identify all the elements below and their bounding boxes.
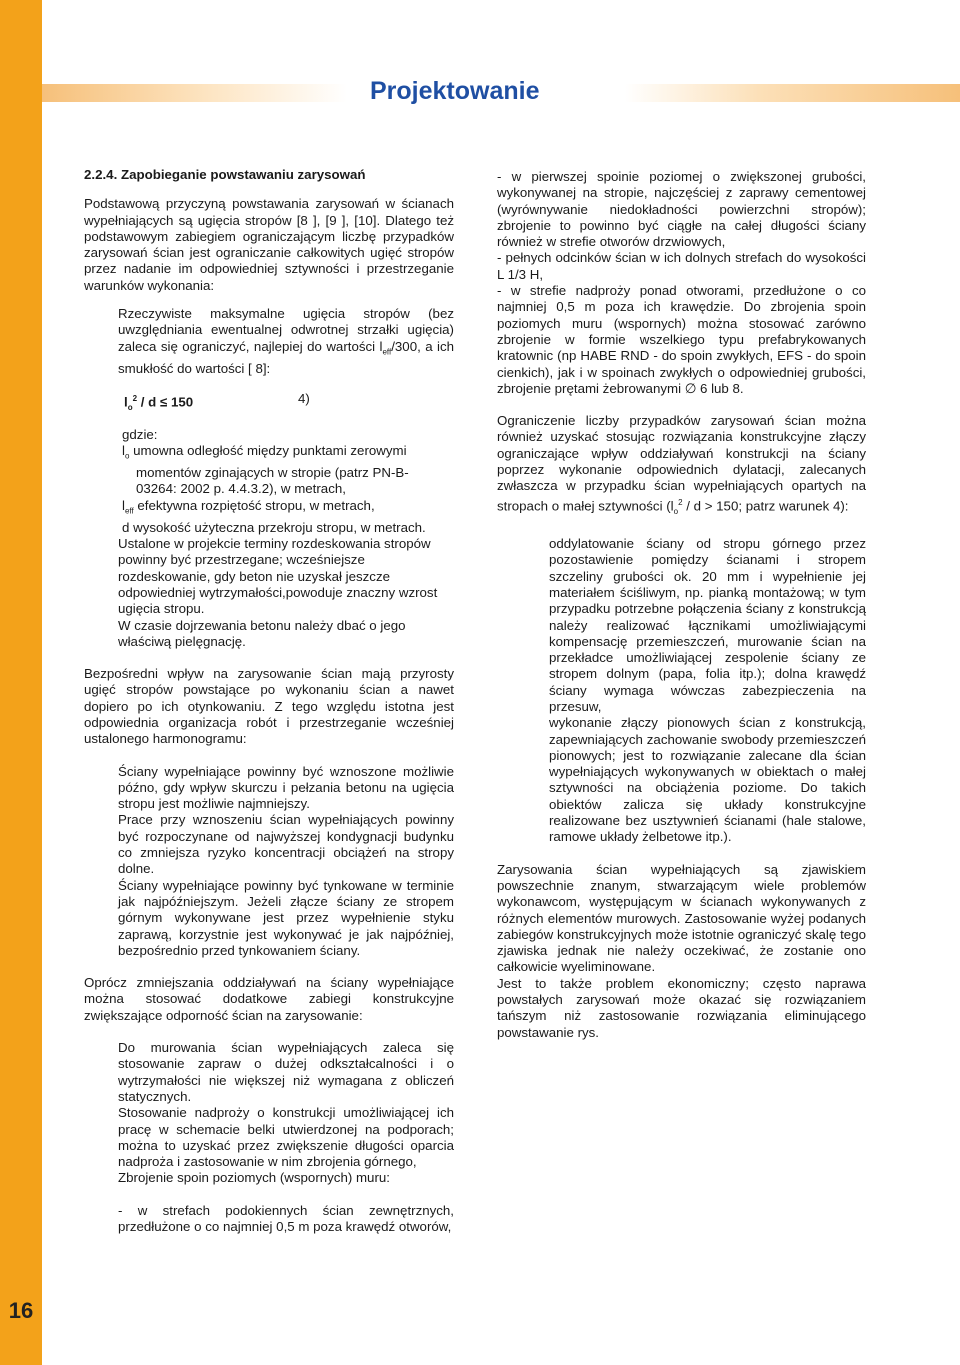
- page-number: 16: [8, 1298, 34, 1323]
- paragraph: Bezpośredni wpływ na zarysowanie ścian mają przyrosty ugięć stropów powstające po wykonaniu ścian a nawet dopiero po ich otynkowaniu. Z tego względu istotna jest odpowiednia organizacja robót i przestrzeganie wcześniej ustalonego harmonogramu:: [84, 666, 454, 747]
- definition: momentów zginających w stropie (patrz PN-B-: [136, 465, 409, 481]
- paragraph: Ograniczenie liczby przypadków zarysowań ścian można również uzyskać stosując rozwiązania konstrukcyjne złączy ograniczające wpływ oddziaływań konstrukcji na ściany poprzez wykonanie odpowiednich dylatacji, zalecanych zwłaszcza w przypadku ścian wypełniających opartych na stropach o małej sztywności ($l_o^2 / d > 150$; patrz warunek 4):: [497, 413, 866, 516]
- paragraph: Prace przy wznoszeniu ścian wypełniających powinny być rozpoczynane od najwyższej kondygnacji budynku co zmniejsza ryzyko koncentracji obciążeń na stropy dolne.: [118, 812, 454, 877]
- page-title: Projektowanie: [370, 77, 540, 105]
- paragraph: Rzeczywiste maksymalne ugięcia stropów (bez uwzględniania ewentualnej odwrotnej strzałki ugięcia) zaleca się ograniczyć, najlepiej do wartości $l_{eff}/300$, a ich smukłość do wartości [ 8]:: [118, 306, 455, 376]
- header-gradient-right: [625, 84, 960, 102]
- paragraph: Do murowania ścian wypełniających zaleca się stosowanie zapraw o dużej odkształcalności i o wytrzymałości nie większej niż wymagana z obliczeń statycznych.: [118, 1040, 454, 1104]
- header-gradient-left: [42, 84, 347, 102]
- paragraph: oddylatowanie ściany od stropu górnego przez pozostawienie pomiędzy ścianami i stropem szczeliny grubości ok. 20 mm i wypełnienie jej materiałem ściśliwym, np. pianką montażową; w tym przypadku potrzebne połączenia ściany z konstrukcją należy realizować łącznikami umożliwiającymi kompensację przemieszczeń, murowanie ścian na przekładce umożliwiającej zespolenie ściany ze stropem dolnym (papa, folia itp.); dolna krawędź ściany wymaga wówczas zabezpieczenia na przesuw,: [549, 536, 866, 714]
- left-column: [84, 167, 454, 1235]
- paragraph: Ustalone w projekcie terminy rozdeskowania stropów powinny być przestrzegane; wcześniejsze rozdeskowanie, gdy beton nie uzyskał jeszcze odpowiedniej wytrzymałości,powoduje znaczny wzrost ugięcia stropu.: [118, 536, 438, 617]
- definition: $l_o$ umowna odległość między punktami zerowymi: [122, 443, 407, 461]
- paragraph: - pełnych odcinków ścian w ich dolnych strefach do wysokości L 1/3 H,: [497, 250, 866, 282]
- paragraph: W czasie dojrzewania betonu należy dbać o jego właściwą pielęgnację.: [118, 617, 406, 649]
- paragraph: - w pierwszej spoinie poziomej o zwiększonej grubości, wykonywanej na stropie, najczęściej z zaprawy cementowej (wyrównywanie niedokładności powierzchni stropów); zbrojenie to powinno być ciągłe na całej długości ściany również w strefie otworów drzwiowych,: [497, 169, 866, 250]
- side-accent-bar: [0, 0, 42, 1365]
- paragraph: - w strefach podokiennych ścian zewnętrznych, przedłużone o co najmniej 0,5 m poza krawędź otworów,: [118, 1202, 454, 1234]
- paragraph: Zarysowania ścian wypełniających są zjawiskiem powszechnie znanym, stwarzającym wiele problemów wykonawcom, występującym w ścianach wykonywanych z różnych elementów murowych. Zastosowanie wyżej podanych zabiegów konstrukcyjnych może istotnie ograniczyć skalę tego zjawiska jednak nie należy oczekiwać, że zostanie ono całkowicie wyeliminowane.: [497, 861, 866, 975]
- definition: 03264: 2002 p. 4.4.3.2), w metrach,: [136, 481, 346, 497]
- paragraph: Ściany wypełniające powinny być wznoszone możliwie późno, gdy wpływ skurczu i pełzania betonu na ugięcia stropu jest możliwie najmniejszy.: [118, 763, 454, 812]
- definitions-label: gdzie:: [122, 426, 158, 442]
- paragraph: Zbrojenie spoin poziomych (wspornych) muru:: [118, 1170, 390, 1186]
- paragraph: Podstawową przyczyną powstawania zarysowań w ścianach wypełniających są ugięcia stropów [8 ], [9 ], [10]. Dlatego też podstawowym zabiegiem ograniczającym liczbę przypadków zarysowań ścian jest ograniczanie całkowitych ugięć stropów przez nadanie im odpowiedniej sztywności i przestrzeganie warunków wykonania:: [84, 196, 454, 293]
- formula-number: 4): [298, 390, 310, 406]
- right-column: [497, 169, 866, 1041]
- section-heading: 2.2.4. Zapobieganie powstawaniu zarysowań: [84, 167, 366, 182]
- paragraph: Ściany wypełniające powinny być tynkowane w terminie jak najpóźniejszym. Jeżeli złącze ściany ze stropem górnym wykonywane jest przez wypełnienie styku zaprawą, korzystnie jest wykonywać je jak najpóźniej, bezpośrednio przed tynkowaniem ściany.: [118, 877, 454, 958]
- paragraph: wykonanie złączy pionowych ścian z konstrukcją, zapewniających zachowanie swobody przemieszczeń pionowych; jest to rozwiązanie zalecane dla ścian wypełniających wykonywanych w obiektach o małej sztywności na obciążenia poziome. Do takich obiektów zalicza się układy konstrukcyjne realizowane bez usztywnień ścianami (hale stalowe, ramowe układy żelbetowe itp.).: [549, 715, 866, 845]
- paragraph: - w strefie nadproży ponad otworami, przedłużone o co najmniej 0,5 m poza ich krawędzie. Do zbrojenia spoin poziomych muru (wspornych) można stosować zarówno zbrojenie w formie wszelkiego typu prefabrykowanych kratownic (np HABE RND - do spoin zwykłych, EFS - do spoin cienkich), jak i w spoinach zwykłych o odpowiedniej grubości, zbrojenie prętami żebrowanymi ∅ 6 lub 8.: [497, 283, 866, 396]
- definition: $l_{eff}$ efektywna rozpiętość stropu, w metrach,: [122, 497, 375, 516]
- paragraph: Stosowanie nadproży o konstrukcji umożliwiającej ich pracę w schemacie belki utwierdzonej na podporach; można to uzyskać przez zwiększenie długości oparcia nadproża i zastosowanie w nim zbrojenia górnego,: [118, 1105, 454, 1170]
- formula: $l_o^2 / d \le 150$ 4): [124, 390, 310, 412]
- paragraph: Jest to także problem ekonomiczny; często naprawa powstałych zarysowań może okazać się rozwiązaniem tańszym niż zastosowanie rozwiązania eliminującego powstawanie rys.: [497, 975, 866, 1040]
- paragraph: Oprócz zmniejszania oddziaływań na ściany wypełniające można stosować dodatkowe zabiegi konstrukcyjne zwiększające odporność ścian na zarysowanie:: [84, 975, 454, 1023]
- definition: d wysokość użyteczna przekroju stropu, w metrach.: [122, 519, 426, 535]
